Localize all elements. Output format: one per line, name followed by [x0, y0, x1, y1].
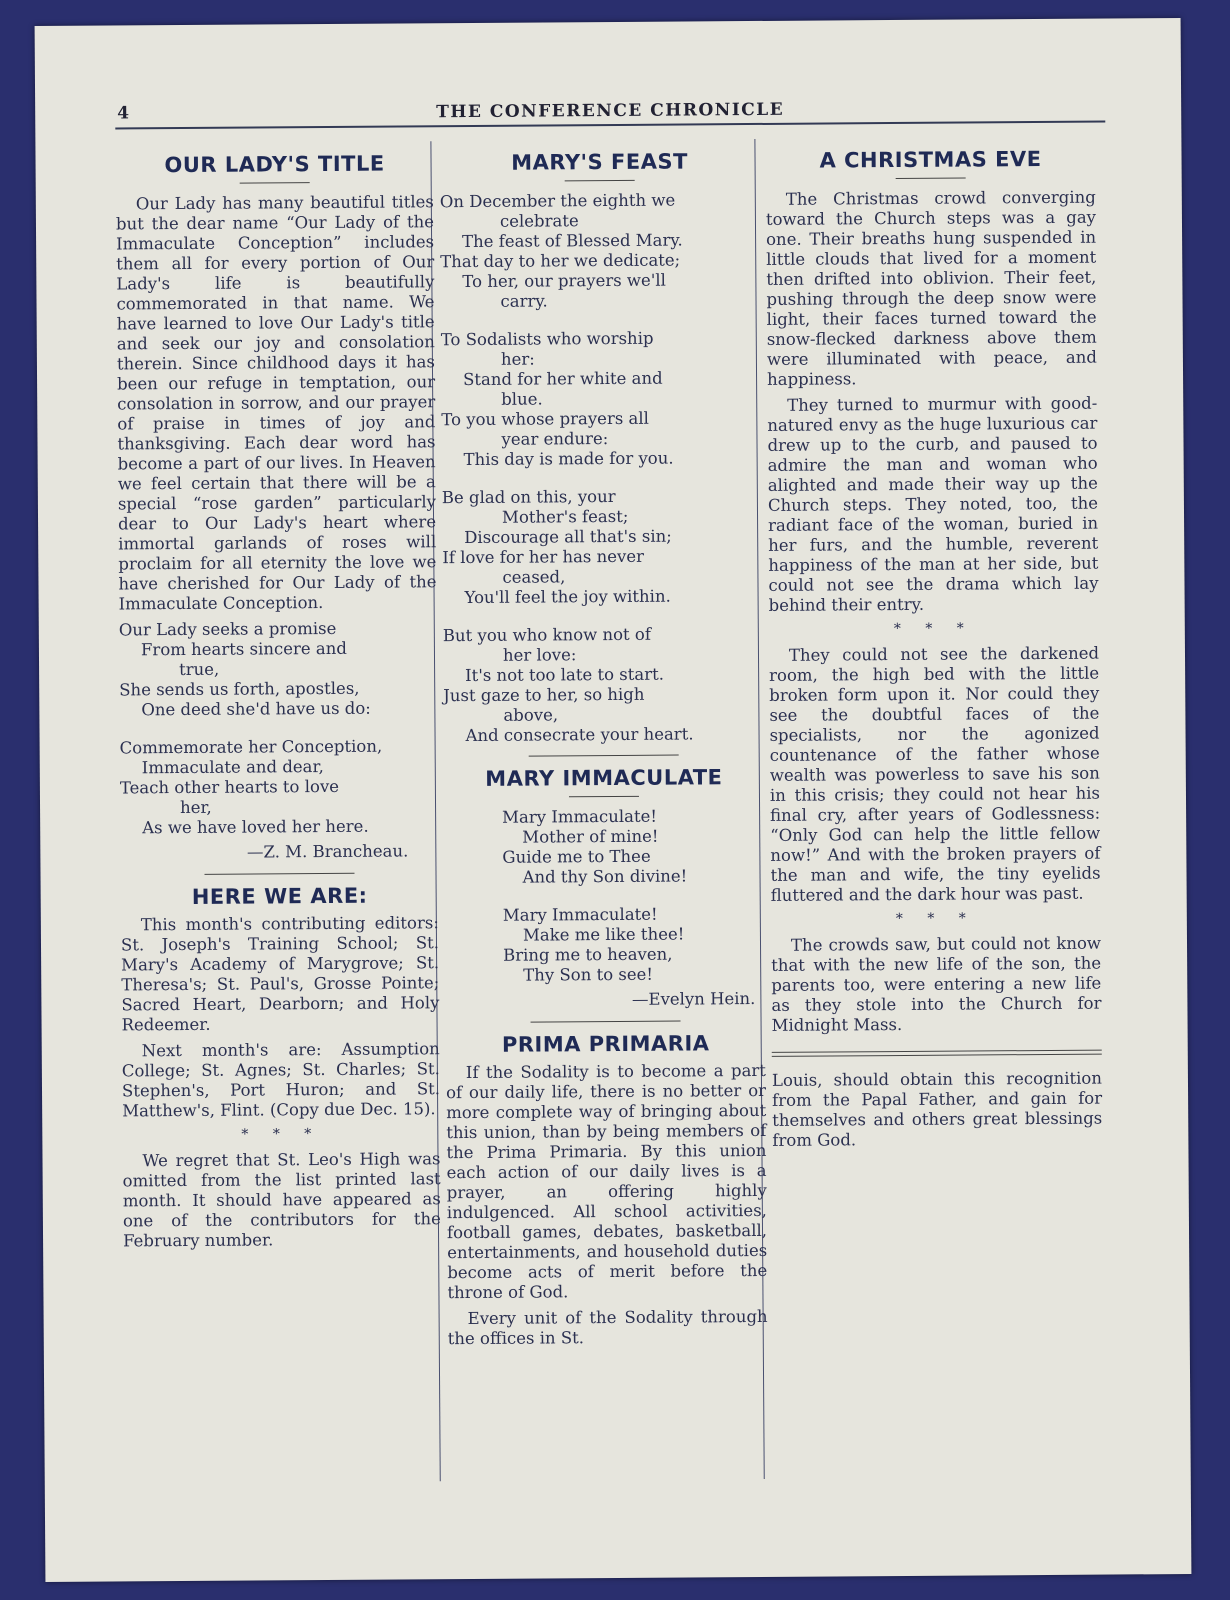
- verse-line: To you whose prayers all: [441, 408, 649, 430]
- verse-line: From hearts sincere and: [140, 638, 347, 660]
- article-title: PRIMA PRIMARIA: [501, 1031, 710, 1057]
- poem-stanza: [442, 486, 763, 608]
- poem: [440, 190, 764, 746]
- section-divider: [205, 873, 355, 875]
- verse-line: On December the eighth we: [439, 190, 676, 212]
- verse-line: Teach other hearts to love: [119, 776, 340, 798]
- article-title: MARY IMMACULATE: [485, 765, 723, 791]
- verse-line: Just gaze to her, so high: [443, 684, 645, 706]
- verse-line: You'll feel the joy within.: [464, 586, 671, 608]
- article-paragraph: This month's contributing editors: St. Joseph's Training School; St. Mary's Academy of Marygrove; St. Theresa's; St. Paul's, Grosse Pointe; Sacred Heart, Dearborn; and Holy Redeemer.: [120, 913, 440, 1035]
- poem-stanza: [503, 904, 766, 986]
- section-divider: [531, 1021, 681, 1023]
- article-paragraph: The crowds saw, but could not know that with the new life of the son, the parents too, were entering a new life as they stole into the Church for Midnight Mass.: [771, 933, 1102, 1035]
- poem-stanza: [502, 806, 765, 888]
- verse-line: Mary Immaculate!: [502, 904, 658, 925]
- article-paragraph: Every unit of the Sodality through the offices in St.: [447, 1306, 768, 1349]
- poem-stanza: [119, 618, 438, 720]
- verse-line: her,: [179, 797, 212, 818]
- article-paragraph: They could not see the darkened room, the high bed with the little broken form upon it. Nor could they see the doubtful faces of the specialists, nor the agonized countenance of the father whose wealth was powerless to save his son in this crisis; they could not hear his final cry, after years of Godlessness: “Only God can help the little fellow now!” And with the broken prayers of the man and wife, the tiny eyelids fluttered and the dark hour was past.: [769, 643, 1101, 905]
- poem-stanza: [443, 624, 764, 746]
- verse-line: above,: [503, 705, 559, 725]
- poem-stanza: [120, 736, 439, 838]
- newsletter-page: [35, 18, 1192, 1582]
- verse-line: Thy Son to see!: [523, 964, 654, 985]
- verse-line: Stand for her white and: [462, 368, 663, 390]
- verse-line: To Sodalists who worship: [440, 328, 654, 350]
- section-stars: * * *: [895, 910, 976, 928]
- verse-line: She sends us forth, apostles,: [119, 678, 360, 700]
- verse-line: Guide me to Thee: [502, 846, 651, 867]
- poem: [119, 618, 439, 838]
- verse-line: celebrate: [499, 211, 579, 231]
- verse-line: Discourage all that's sin;: [464, 526, 672, 548]
- verse-line: It's not too late to start.: [465, 664, 665, 686]
- verse-line: Commemorate her Conception,: [119, 736, 383, 758]
- verse-line: Our Lady seeks a promise: [118, 618, 337, 640]
- verse-line: Mary Immaculate!: [502, 806, 658, 827]
- double-divider: [772, 1050, 1102, 1057]
- continued-paragraph: Louis, should obtain this recognition from the Papal Father, and gain for themselves and others great blessings from God.: [771, 1068, 1103, 1150]
- verse-line: But you who know not of: [442, 624, 652, 646]
- article-title: HERE WE ARE:: [191, 883, 368, 909]
- section-divider: [529, 755, 679, 757]
- poem-stanza: [440, 190, 761, 312]
- verse-line: And thy Son divine!: [522, 866, 688, 887]
- section-stars: * * *: [893, 620, 974, 638]
- article-title: MARY'S FEAST: [511, 149, 688, 175]
- publication-title: THE CONFERENCE CHRONICLE: [436, 99, 785, 123]
- verse-line: That day to her we dedicate;: [440, 250, 681, 272]
- article-title: OUR LADY'S TITLE: [164, 151, 385, 178]
- column-3: [765, 137, 1102, 1157]
- verse-line: true,: [179, 659, 220, 680]
- section-stars: * * *: [241, 1126, 322, 1143]
- poem-stanza: [441, 328, 762, 470]
- article-body: Our Lady has many beautiful titles but the dear name “Our Lady of the Immaculate Conception” includes them all for every portion of Our Lady's life is beautifully commemorated in that name. We have learned to love Our Lady's title and seek our joy and consolation therein. Since childhood days it has been our refuge in temptation, our consolation in sorrow, and our prayer of praise in times of joy and thanksgiving. Each dear word has become a part of our lives. In Heaven we feel certain that there will be a special “rose garden” particularly dear to Our Lady's heart where immortal garlands of roses will proclaim for all eternity the love we have cherished for Our Lady of the Immaculate Conception.: [115, 192, 437, 614]
- article-paragraph: If the Sodality is to become a part of our daily life, there is no better or more complete way of bringing about this union, than by being members of the Prima Primaria. By this union each action of our daily lives is a prayer, an offering highly indulgenced. All school activities, football games, debates, basketball, entertainments, and household duties become acts of merit before the throne of God.: [445, 1060, 768, 1303]
- verse-line: Mother of mine!: [522, 826, 659, 847]
- verse-line: Immaculate and dear,: [141, 757, 324, 778]
- verse-line: year endure:: [501, 429, 609, 449]
- author-signature: —Z. M. Brancheau.: [246, 841, 409, 862]
- article-paragraph: Next month's are: Assumption College; St. Agnes; St. Charles; St. Stephen's, Port Huron; and St. Matthew's, Flint. (Copy due Dec. 15).: [121, 1039, 441, 1121]
- page-header: [115, 97, 1105, 130]
- verse-line: blue.: [501, 389, 543, 409]
- verse-line: And consecrate your heart.: [465, 724, 694, 746]
- article-title: A CHRISTMAS EVE: [819, 146, 1042, 173]
- title-underline: [565, 180, 635, 181]
- verse-line: her:: [500, 349, 535, 369]
- column-1: [115, 141, 441, 1257]
- verse-line: The feast of Blessed Mary.: [462, 230, 683, 252]
- verse-line: Mother's feast;: [501, 506, 629, 527]
- verse-line: One deed she'd have us do:: [141, 698, 371, 720]
- article-paragraph: They turned to murmur with good-natured envy as the huge luxurious car drew up to the curb, and paused to admire the man and woman who alighted and made their way up the Church steps. They noted, too, the radiant face of the woman, buried in her furs, and the humble, reverent happiness of the man at her side, but could not see the drama which lay behind their entry.: [767, 393, 1099, 615]
- verse-line: her love:: [502, 645, 577, 665]
- article-paragraph: We regret that St. Leo's High was omitted from the list printed last month. It should have appeared as one of the contributors for the February number.: [122, 1149, 441, 1251]
- verse-line: To her, our prayers we'll: [462, 270, 666, 292]
- verse-line: ceased,: [502, 567, 566, 587]
- title-underline: [569, 796, 639, 797]
- article-paragraph: The Christmas crowd converging toward the Church steps was a gay one. Their breaths hung suspended in little clouds that lived for a moment then drifted into oblivion. Their feet, pushing through the deep snow were light, their faces turned toward the snow-flecked darkness above them were illuminated with peace, and happiness.: [765, 187, 1097, 389]
- title-underline: [240, 182, 310, 183]
- verse-line: carry.: [500, 291, 548, 311]
- verse-line: Be glad on this, your: [441, 486, 616, 508]
- page-number: 4: [117, 103, 130, 124]
- verse-line: This day is made for you.: [463, 448, 674, 470]
- column-2: [439, 139, 767, 1355]
- author-signature: —Evelyn Hein.: [631, 989, 756, 1009]
- verse-line: Make me like thee!: [522, 924, 685, 945]
- verse-line: As we have loved her here.: [142, 816, 369, 838]
- poem: [502, 806, 765, 986]
- verse-line: If love for her has never: [442, 546, 645, 568]
- title-underline: [896, 178, 966, 179]
- verse-line: Bring me to heaven,: [503, 944, 673, 965]
